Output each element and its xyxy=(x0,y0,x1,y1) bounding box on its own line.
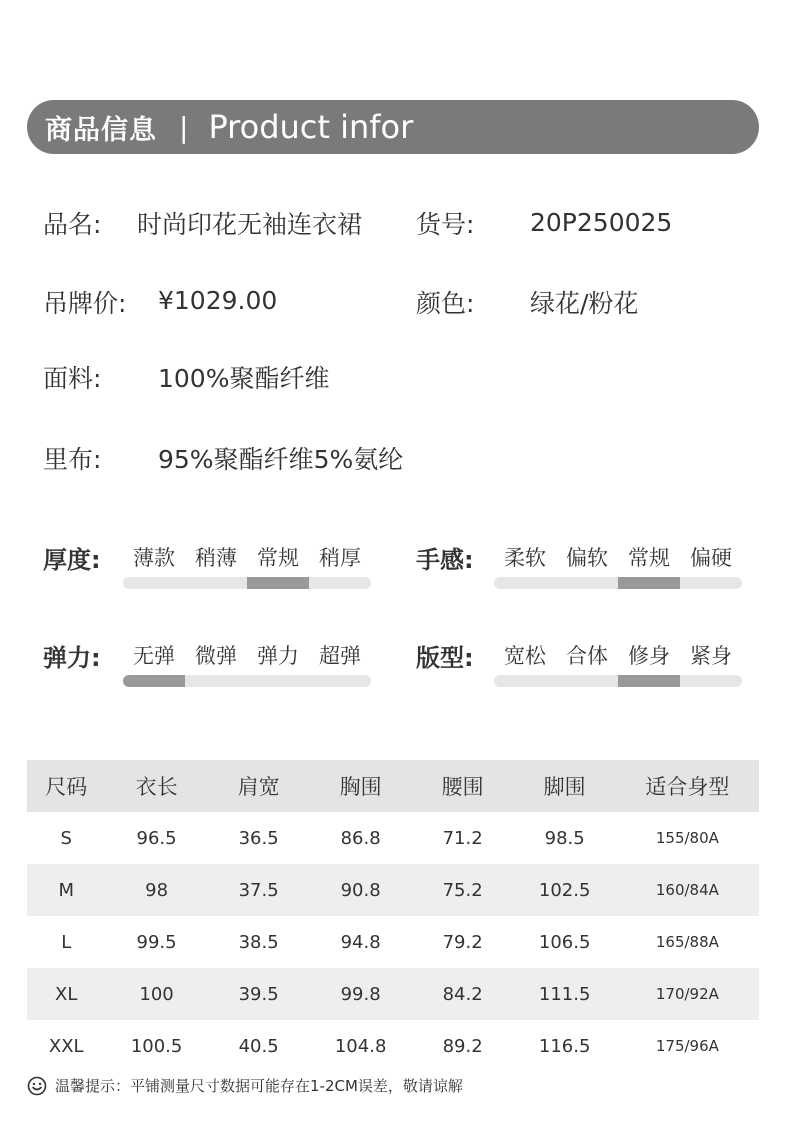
scale-thickness-option: 稍厚 xyxy=(319,546,361,570)
scale-fit-option: 合体 xyxy=(566,644,608,668)
scale-thickness-indicator xyxy=(247,577,309,589)
table-row xyxy=(27,968,759,1020)
table-cell: 98 xyxy=(105,864,207,916)
scale-fit-option: 紧身 xyxy=(690,644,732,668)
scale-elasticity-option: 无弹 xyxy=(133,644,175,668)
size-table-header: 腰围 xyxy=(412,760,514,812)
table-cell: 40.5 xyxy=(238,1035,279,1057)
name-label: 品名: xyxy=(43,210,102,239)
size-table-header-row xyxy=(27,760,759,812)
scale-fit-track xyxy=(494,675,742,687)
fabric-label: 面料: xyxy=(43,364,102,393)
table-cell: 116.5 xyxy=(538,1035,591,1057)
header-title-en: Product infor xyxy=(208,108,414,146)
table-cell: XL xyxy=(27,968,105,1020)
size-table-header: 肩宽 xyxy=(208,760,310,812)
table-cell: 98.5 xyxy=(544,827,585,849)
lining-value: 95%聚酯纤维5%氨纶 xyxy=(158,445,404,474)
scale-thickness-option: 稍薄 xyxy=(195,546,237,570)
table-cell: 94.8 xyxy=(340,931,381,953)
table-cell: 75.2 xyxy=(412,864,514,916)
table-cell: M xyxy=(27,864,105,916)
measurement-tip xyxy=(27,1075,463,1096)
scale-thickness-title: 厚度: xyxy=(43,546,101,574)
table-cell: 102.5 xyxy=(514,864,616,916)
lining-label: 里布: xyxy=(43,445,102,474)
scale-fit-option: 宽松 xyxy=(504,644,546,668)
table-cell: 90.8 xyxy=(310,864,412,916)
color-value: 绿花/粉花 xyxy=(530,289,639,318)
scale-elasticity-option: 弹力 xyxy=(257,644,299,668)
table-cell: 99.5 xyxy=(136,931,177,953)
scale-thickness-option: 薄款 xyxy=(133,546,175,570)
scale-feel-option: 柔软 xyxy=(504,546,546,570)
scale-fit-indicator xyxy=(618,675,680,687)
table-row xyxy=(27,1020,759,1072)
scale-feel-indicator xyxy=(618,577,680,589)
price-value: ¥1029.00 xyxy=(158,286,278,315)
table-cell: XXL xyxy=(48,1035,84,1057)
scale-feel-track xyxy=(494,577,742,589)
table-cell: 86.8 xyxy=(340,827,381,849)
table-cell: 36.5 xyxy=(238,827,279,849)
size-table-header: 胸围 xyxy=(310,760,412,812)
name-value: 时尚印花无袖连衣裙 xyxy=(137,210,363,239)
color-label: 颜色: xyxy=(416,289,475,318)
scale-feel-title: 手感: xyxy=(416,546,474,574)
table-cell: 89.2 xyxy=(442,1035,483,1057)
table-cell: 106.5 xyxy=(538,931,591,953)
header-separator: | xyxy=(179,110,189,144)
table-cell: 99.8 xyxy=(310,968,412,1020)
scale-elasticity-option: 超弹 xyxy=(319,644,361,668)
scale-elasticity-track xyxy=(123,675,371,687)
scale-feel-option: 常规 xyxy=(628,546,670,570)
size-table xyxy=(27,760,759,1072)
size-table-header: 衣长 xyxy=(105,760,207,812)
table-row xyxy=(27,864,759,916)
table-cell: 79.2 xyxy=(442,931,483,953)
scale-thickness-track xyxy=(123,577,371,589)
section-header xyxy=(27,100,759,154)
table-cell: L xyxy=(61,931,72,953)
scale-thickness-option: 常规 xyxy=(257,546,299,570)
table-cell: S xyxy=(60,827,72,849)
header-title-cn: 商品信息 xyxy=(45,114,157,146)
price-label: 吊牌价: xyxy=(43,289,127,318)
scale-fit-title: 版型: xyxy=(416,644,474,672)
scale-feel-option: 偏硬 xyxy=(690,546,732,570)
scale-elasticity-indicator xyxy=(123,675,185,687)
table-cell: 39.5 xyxy=(208,968,310,1020)
scale-fit-option: 修身 xyxy=(628,644,670,668)
size-table-header: 适合身型 xyxy=(616,760,759,812)
table-cell: 160/84A xyxy=(616,864,759,916)
fabric-value: 100%聚酯纤维 xyxy=(158,364,330,393)
table-cell: 38.5 xyxy=(238,931,279,953)
table-cell: 71.2 xyxy=(442,827,483,849)
scale-elasticity-option: 微弹 xyxy=(195,644,237,668)
size-table-header: 尺码 xyxy=(27,760,105,812)
table-cell: 165/88A xyxy=(655,933,719,951)
scale-feel-option: 偏软 xyxy=(566,546,608,570)
table-cell: 37.5 xyxy=(208,864,310,916)
table-cell: 84.2 xyxy=(412,968,514,1020)
tip-text: 温馨提示：平铺测量尺寸数据可能存在1-2CM误差，敬请谅解 xyxy=(55,1077,463,1095)
size-table-header: 脚围 xyxy=(514,760,616,812)
smiley-icon xyxy=(27,1076,47,1096)
table-cell: 100.5 xyxy=(130,1035,183,1057)
table-cell: 96.5 xyxy=(136,827,177,849)
table-cell: 155/80A xyxy=(655,829,719,847)
sku-label: 货号: xyxy=(416,210,475,239)
sku-value: 20P250025 xyxy=(530,208,673,237)
table-row xyxy=(27,812,759,864)
table-cell: 104.8 xyxy=(334,1035,387,1057)
table-cell: 100 xyxy=(105,968,207,1020)
scale-elasticity-title: 弹力: xyxy=(43,644,101,672)
table-cell: 111.5 xyxy=(514,968,616,1020)
table-row xyxy=(27,916,759,968)
table-cell: 170/92A xyxy=(616,968,759,1020)
table-cell: 175/96A xyxy=(655,1037,719,1055)
